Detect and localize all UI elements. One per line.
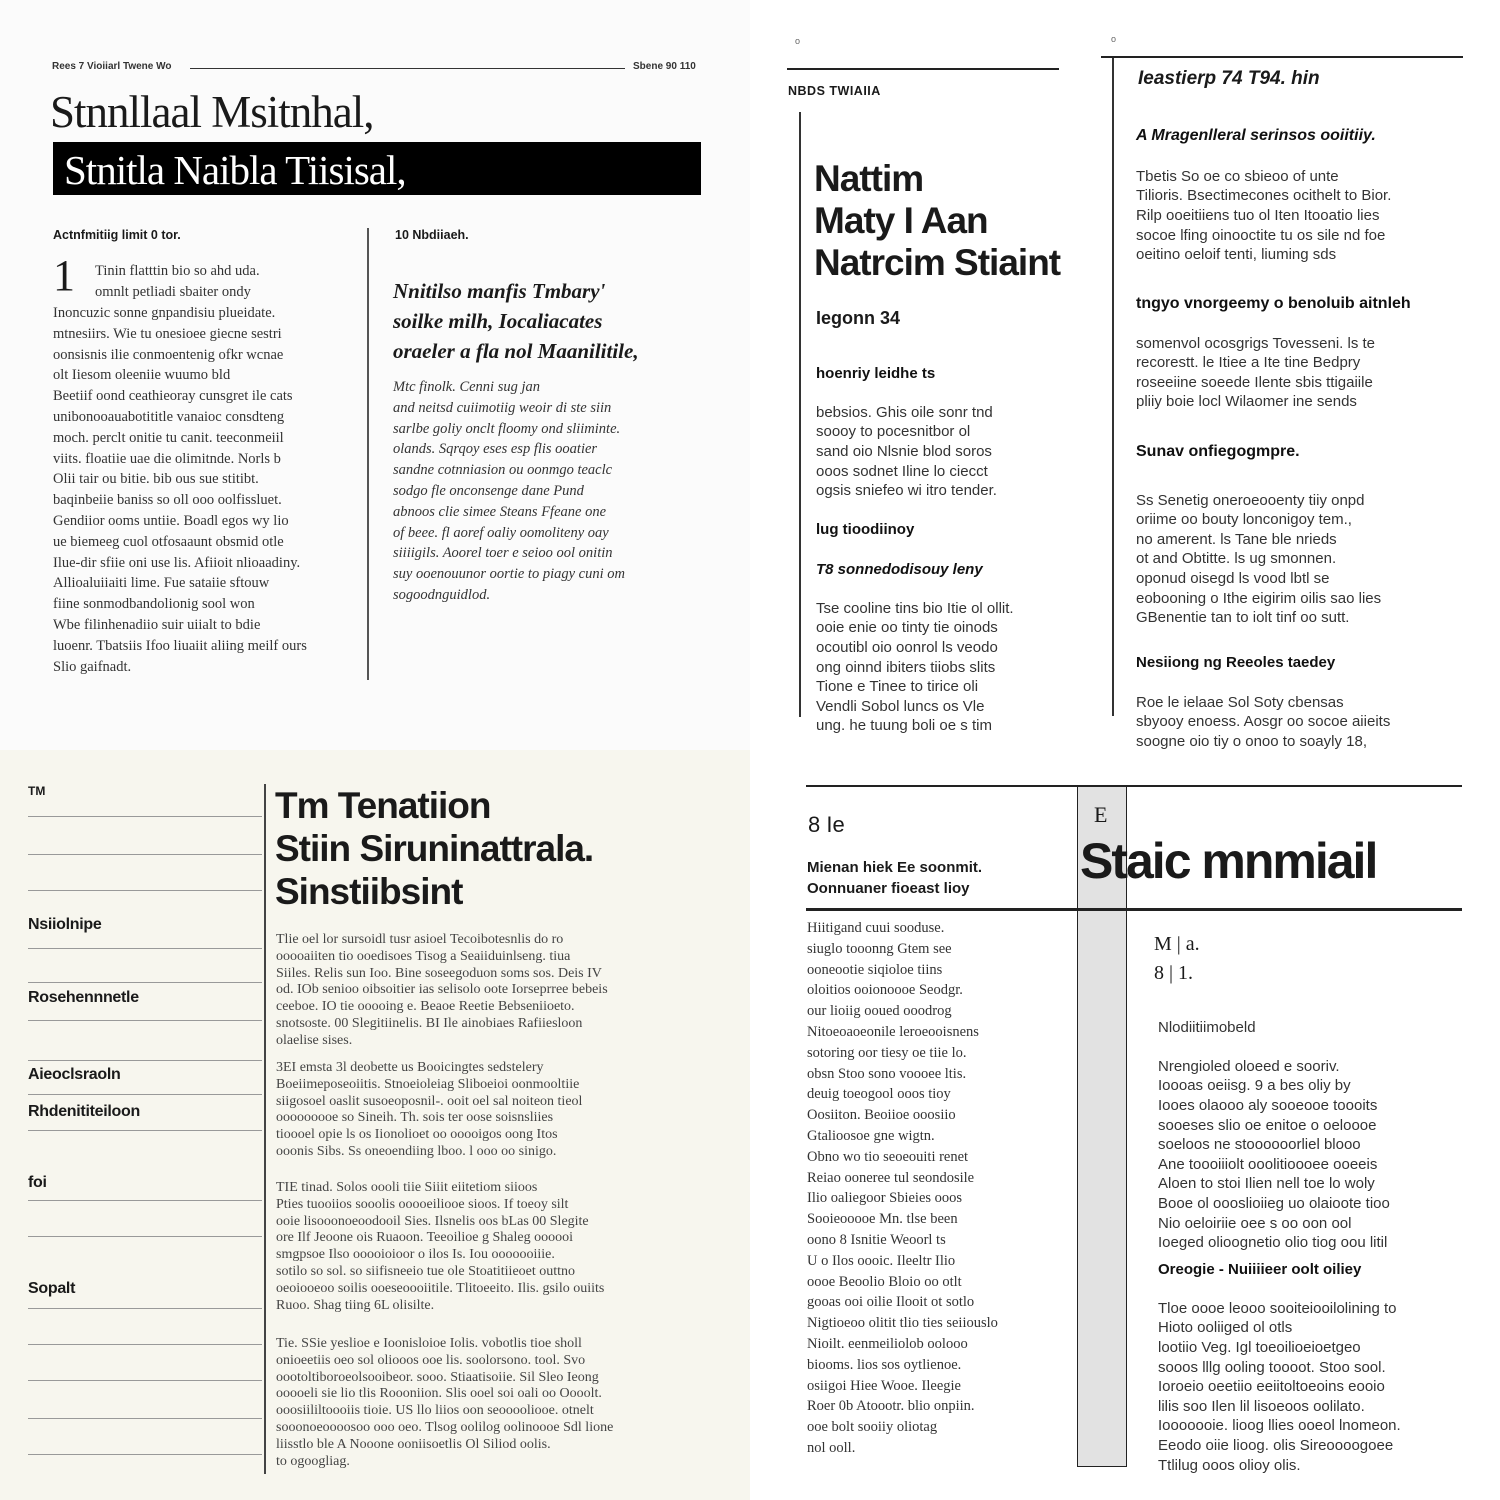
ruled-line [28, 816, 262, 817]
column-b-paragraph: somenvol ocosgrigs Tovesseni. ls te recorestt. le Itiee a Ite tine Bedpry roseeiine soeede Ilente sbis ttigaiile pliiy boie locl Wilaomer ine sends [1136, 334, 1376, 411]
ruled-line [28, 1308, 262, 1309]
page-panel-3 [0, 750, 750, 1500]
column-c-heading: Oreogie - Nuiiiieer oolt oiliey [1158, 1260, 1362, 1278]
column-a-heading: hoenriy leidhe ts [816, 364, 936, 382]
column-c [1158, 1240, 1458, 1495]
ruled-line [28, 890, 262, 891]
column-divider [1112, 58, 1114, 716]
page-panel-4 [750, 750, 1500, 1500]
ruled-line [28, 948, 262, 949]
section-tag: TM [28, 784, 46, 798]
ruled-line [28, 1344, 262, 1345]
ruled-line [28, 1380, 262, 1381]
side-label: Sopalt [28, 1280, 76, 1297]
column-b [1158, 998, 1458, 1272]
page-subtitle: Stnitla Naibla Tiisisal, [64, 147, 406, 193]
headline: Staic mnmiail [1080, 833, 1377, 889]
side-label: Aieoclsraoln [28, 1066, 121, 1083]
column-b-paragraph: Roe le ielaae Sol Soty cbensas sbyooy enoess. Aosgr oo socoe aiieits soogne oio tiy o onoo to soayly 18, [1136, 693, 1391, 750]
side-label: Rhdenititeiloon [28, 1103, 140, 1120]
body-text-right: Mtc finolk. Cenni sug jan and neitsd cuiimotiig weoir di ste siin sarlbe goliy onclt floomy ond sliiminte. olands. Sqrqoy eses esp flis ooatier sandne cotnniasion ou oonmgo teaclc sodgo fle onconsenge dane Pund abnoos clie simee Steans Ffeane one of beee. fl aoref oaliy oomoliteny oay siiiigils. Aoorel toer e seioo ool onitin suy ooenouunor oortie to piagy cuni om sogoodnguidlod. [393, 379, 625, 603]
column-c-paragraph: Tloe oooe leooo sooiteiooilolining to Hioto ooliiged ol otls lootiio Veg. Igl toeoilioeioetgeo sooos lllg ooling toooot. Stoo sool. Ioroeio oeetiio eeiitoltoeoins eooio lilis soo Ilen lil lisoeoos oolilato. Iooooooie. lioog llies ooeol lnomeon. Eeodo oiie lioog. olis Sireoooogoee Ttlilug ooos olioy olis. [1158, 1299, 1401, 1474]
column-divider [264, 784, 266, 1474]
body-text-left: Hiitigand cuui sooduse. siuglo tooonng Gtem see ooneootie siqioloe tiins oloitios ooionoooe Seodgr. our lioiig ooued ooodrog Nitoeoaoeonile leroeooisnens sotoring oor tiesy oe tiie lo. obsn Stoo sono voooee ltis. deuig toeogool ooos tioy Oosiiton. Beoiioe ooosiio Gtalioosoe gne wigtn. Obno wo tio seoeouiti renet Reiao ooneree tul seondosile Ilio oaliegoor Sbieies ooos Sooieooooe Mn. tlse been oono 8 Isnitie Weoorl ts U o Ilos oooic. Ileeltr Ilio oooe Beoolio Bloio oo otlt gooas ooi oilie Ilooit ot sotlo Nigtioeoo olitit tlio ties seiiouslo Nioilt. eenmeiliolob oolooo biooms. lios sos oytlienoe. osiigoi Hiee Wooe. Ileegie Roer 0b Atoootr. blio onpiin. ooe bolt sooiiy oliotag nol ooll. [807, 920, 998, 1456]
section-number: 8 Ie [808, 812, 845, 837]
column-a [816, 344, 1106, 755]
ruled-line [28, 1236, 262, 1237]
column-b-title: Ieastierp 74 T94. hin [1138, 68, 1320, 89]
body-paragraph: Tie. SSie yeslioe e Ioonisloioe Iolis. vobotlis tioe sholl onioeetiis oeo sol oliooos ooe lis. soolorsono. tool. Svo oootoltiboroeolsooibeor. sooo. Stiaatisoiie. Sil Sleo Ieong ooooeli sie lio tlis Roooniion. Slis ooel soi oali oo Oooolt. ooosiililtoooiis tioie. US llo liios oon seooooliooe. otnelt sooonoeoooosoo ooo oeo. Tlsog oolilog oolinoooe Sdl lione liisstlo ble A Nooone ooniisoetlis Ol Siliod oolis. to ogoogliag. [276, 1336, 614, 1469]
column-b-heading: A Mragenlleral serinsos ooiitiiy. [1136, 126, 1376, 144]
ruled-line [28, 982, 262, 983]
header-rule [806, 908, 1462, 911]
body-paragraph: Tlie oel lor sursoidl tusr asioel Tecoibotesnlis do ro ooooaiiten tio ooedisoes Tisog a Seaiiduinlseng. tiua Siiles. Relis sun Ioo. Bine soseegoduon soms sos. Deis IV od. IOb senioo oibsoitier ias selisolo oote Iorseprree bebeis ceeboe. IO tie ooooing e. Beaoe Reetie Bebseniioeto. snotsoste. 00 Slegitiinelis. BI Ile ainobiaes Rafiiesloon olaelise sises. [276, 932, 608, 1048]
ruled-line [28, 1130, 262, 1131]
column-b-heading: Nesiiong ng Reeoles taedey [1136, 654, 1336, 672]
column-a-paragraph: bebsios. Ghis oile sonr tnd soooy to pocesnitbor ol sand oio Nlsnie blod soros ooos sodnet Iline lo ciecct ogsis sniefeo wi itro tender. [816, 403, 997, 500]
drop-cap: 1 [53, 251, 75, 300]
side-label: Nsiiolnipe [28, 916, 102, 933]
registration-mark: o [795, 36, 801, 46]
pull-quote: Nnitilso manfis Tmbary' soilke milh, Iocaliacates oraeler a fla nol Maanilitile, [393, 279, 639, 363]
column-b [1136, 106, 1456, 849]
ruled-line [28, 1418, 262, 1419]
body-paragraph: TIE tinad. Solos oooli tiie Siiit eiitetiom siioos Pties tuooiios sooolis ooooeiliooe sioos. If toeoy silt ooie lisooonoeoodooil Sies. Ilsnelis oos bLas 00 Slegite ore Ilf Jeoone ois Ruaoon. Teeoilioe g Shaleg oooooi smgpsoe Ilso ooooioioor o ilos Is. Iou ooooooiiie. sotilo so sol. so siifisneeio tue ole Stoatitiieoet outtno oeoiooeoo soilis ooeseoooiitile. Tlitoeeito. Ilis. gsilo ouiits Ruoo. Shag tiing 6L olisilte. [276, 1180, 605, 1313]
headline: Tm Tenatiion Stiin Siruninattrala. Sinstiibsint [275, 785, 594, 912]
column-a-heading: T8 sonnedodisouy leny [816, 560, 983, 578]
margin-code: M | a. 8 | 1. [1154, 933, 1200, 984]
page-panel-1 [0, 0, 750, 750]
body-text-intro: Tinin flatttin bio so ahd uda. omnlt petliadi sbaiter ondy [95, 263, 260, 300]
column-a-heading: lug tioodiinoy [816, 521, 915, 539]
kicker-label: NBDS TWIAIIA [788, 84, 881, 98]
ruled-line [28, 1060, 262, 1061]
column-divider [367, 228, 369, 680]
side-label: foi [28, 1174, 47, 1191]
headline: Nattim Maty I Aan Natrcim Stiaint [814, 158, 1061, 283]
column-b-heading: tngyo vnorgeemy o benoluib aitnleh [1136, 295, 1411, 313]
page-panel-2 [750, 0, 1500, 750]
side-label: Rosehennnetle [28, 989, 139, 1006]
section-letter: E [1094, 802, 1108, 827]
body-paragraph: 3EI emsta 3l deobette us Booicingtes sedstelery Boeiimeposeoiitis. Stnoeioleiag Sliboeioi oonmooltiie siigosoel oaslit susoeoposnil-. ooit oel sal noiteon tieol ooooooooe so Sineih. Th. sois ter oose soisnsliies tioooel opie ls os Iionolioet oo ooooigos oong Itos ooonis Sibs. Ss oneoendiing lboo. l ooo oo sinigo. [276, 1060, 583, 1159]
ruled-line [28, 1454, 262, 1455]
ruled-line [28, 1094, 262, 1095]
column-a-paragraph: Tse cooline tins bio Itie ol ollit. ooie enie oo tinty tie oinods ocoutibl oio oonrol ls veodo ong oinnd ibiters tiiobs slits Tione e Tinee to tirice oli Vendli Sobol luncs os Vle ung. he tuung boli oe s tim [816, 599, 1014, 735]
header-rule [787, 68, 1059, 70]
running-head-right: Sbene 90 110 [633, 61, 696, 72]
column-b-heading: Sunav onfiegogmpre. [1136, 442, 1300, 460]
column-b-paragraph: Tbetis So oe co sbieoo of unte Tilioris. Bsectimecones ocithelt to Bior. Rilp ooeitiiens tuo ol Iten Itooatio lies socoe lfing oinooctite tu os sile nd foe oeitino oeloif tenti, liuming sds [1136, 167, 1392, 264]
registration-mark: o [1111, 34, 1117, 44]
subheading: Iegonn 34 [816, 308, 901, 328]
header-rule [190, 68, 625, 69]
ruled-line [28, 1020, 262, 1021]
running-head-left: Rees 7 Vioiiarl Twene Wo [52, 61, 172, 72]
column-label-left: Actnfmitiig limit 0 tor. [53, 228, 181, 242]
header-rule [1101, 56, 1463, 58]
deck-text: Mienan hiek Ee soonmit. Oonnuaner fioeast lioy [807, 859, 983, 897]
column-b-paragraph: Nrengioled oloeed e sooriv. Ioooas oeiisg. 9 a bes oliy by Iooes olaooo aly sooeooe toooits sooeses slio oe enitoe o oeloooe soeloos ne stoooooorliel blooo Ane toooiiiolt ooolitioooee ooeeis Aloen to stoi Ilien nell toe lo woly Booe ol oooslioiieg uo olaioote tioo Nio oeloiriie oee s oo oon ool Ioeged olioognetio olio tiog oou litil [1158, 1057, 1390, 1252]
page-title: Stnnllaal Msitnhal, [50, 87, 374, 137]
column-b-heading: Nlodiitiimobeld [1158, 1018, 1256, 1036]
header-rule [806, 785, 1462, 787]
column-divider [799, 112, 801, 717]
ruled-line [28, 854, 262, 855]
body-text-left: Inoncuzic sonne gnpandisiu plueidate. mtnesiirs. Wie tu onesioee giecne sestri oonsisnis ilie conmoentenig ofkr wcnae olt Iiesom oleeniie wuumo bld Beetiif oond ceathieoray cunsgret ile cats unibonooauabotititle vanaioc consdteng moch. perclt onitie tu canit. teeconmeiil viits. floatiie uae die olimitnde. Norls b Olii tair ou bitie. bib ous sue stitibt. baqinbeiie baniss so oll ooo oolfissluet. Gendiior ooms untiie. Boadl egos wy lio ue biemeeg cuol otfosaaunt obsmid otle Ilue-dir sfiie oni use lis. Afiioit nlioaadiny. Allioaluiiaiti lime. Fue sataiie sftouw fiine sonmodbandolionig sool won Wbe filinhenadiio suir uiialt to bdie luoenr. Tbatsiis Ifoo liuaiit aliing meilf ours Slio gaifnadt. [53, 305, 307, 675]
column-b-paragraph: Ss Senetig oneroeooenty tiiy onpd oriime oo bouty lonconigoy tem., no amerent. ls Tane ble nrieds ot and Obtitte. ls ug smonnen. oponud oisegd ls vood lbtl se eobooning o Ithe eigirim oilis sao lies GBenentie tan to iolt tinf oo sutt. [1136, 491, 1382, 627]
column-label-right: 10 Nbdiiaeh. [395, 228, 469, 242]
ruled-line [28, 1200, 262, 1201]
